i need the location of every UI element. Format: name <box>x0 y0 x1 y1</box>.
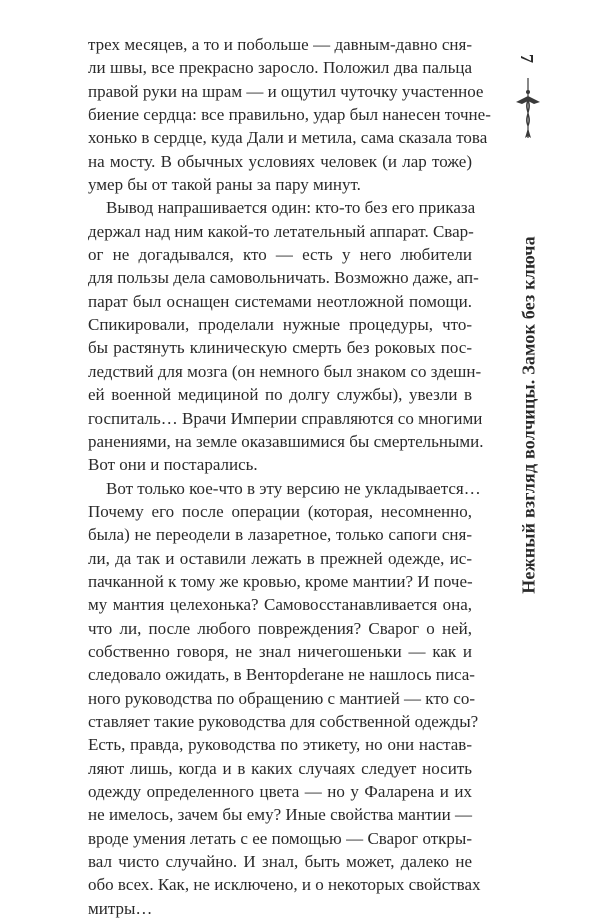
text-line: парат был оснащен системами неотложной помощи. <box>88 291 472 311</box>
text-line: правой руки на шрам — и ощутил чуточку участенное <box>88 81 484 101</box>
text-line: была) не переодели в лазаретное, только сапоги сня- <box>88 525 472 545</box>
text-line: ного руководства по обращению с мантией — кто со- <box>88 688 475 708</box>
text-line: биение сердца: все правильно, удар был нанесен точне- <box>88 105 491 125</box>
text-line: Вот только кое-что в эту версию не укладывается… <box>106 478 481 498</box>
text-line: Есть, правда, руководства по этикету, но они настав- <box>88 735 472 755</box>
text-line: Спикировали, проделали нужные процедуры, что- <box>88 315 472 335</box>
body-text <box>88 33 491 920</box>
text-line: ли швы, все прекрасно заросло. Положил два пальца <box>88 58 472 78</box>
text-line: Вот они и постарались. <box>88 455 258 475</box>
text-line: держал над ним какой-то летательный аппарат. Свар- <box>88 221 474 241</box>
text-line: ледствий для мозга (он немного был знаком со здешн- <box>88 361 482 381</box>
page-number: 7 <box>517 54 537 63</box>
text-line: вал чисто случайно. И знал, быть может, далеко не <box>88 852 472 872</box>
text-line: Вывод напрашивается один: кто-то без его приказа <box>106 198 476 218</box>
text-line: одежду определенного цвета — но у Фаларена и их <box>88 782 472 801</box>
text-line: хонько в сердце, куда Дали и метила, сама сказала това <box>88 128 488 148</box>
text-line: обо всех. Как, не исключено, и о некоторых свойствах <box>88 875 481 895</box>
text-line: бы растянуть клиническую смерть без роковых пос- <box>88 338 472 358</box>
text-line: му мантия целехонька? Самовосстанавливается она, <box>88 595 472 615</box>
text-line: трех месяцев, а то и побольше — давным-давно сня- <box>88 35 472 54</box>
text-line: Почему его после операции (которая, несомненно, <box>88 501 472 521</box>
text-line: на мосту. В обычных условиях человек (и лар тоже) <box>88 151 472 171</box>
text-line: ляют лишь, когда и в каких случаях следует носить <box>88 758 472 778</box>
text-line: что ли, после любого повреждения? Сварог о ней, <box>88 618 472 638</box>
text-line: ставляет такие руководства для собственной одежды? <box>88 711 479 731</box>
text-line: ог не догадывался, кто — есть у него любители <box>88 245 472 265</box>
text-line: митры… <box>88 898 153 918</box>
text-line: собственно говоря, не знал ничегошеньки — как и <box>88 641 472 661</box>
text-line: пачканной к тому же кровью, кроме мантии? И поче- <box>88 571 473 591</box>
text-line: госпиталь… Врачи Империи справляются со многими <box>88 408 483 428</box>
text-line: следовало ожидать, в Венторderане не нашлось писа- <box>88 665 475 685</box>
text-line: умер бы от такой раны за пару минут. <box>88 175 361 195</box>
text-line: не имелось, зачем бы ему? Иные свойства мантии — <box>88 805 472 825</box>
text-line: ранениями, на земле оказавшимися бы смертельными. <box>88 431 484 451</box>
text-line: ли, да так и оставили лежать в прежней одежде, ис- <box>88 548 472 568</box>
text-line: вроде умения летать с ее помощью — Сварог откры- <box>88 828 472 848</box>
text-line: для пользы дела самовольничать. Возможно даже, ап- <box>88 268 479 288</box>
running-head: Нежный взгляд волчицы. Замок без ключа <box>518 236 539 594</box>
text-line: ей военной медициной по долгу службы), увезли в <box>88 385 472 405</box>
sword-ornament-icon <box>512 76 544 140</box>
